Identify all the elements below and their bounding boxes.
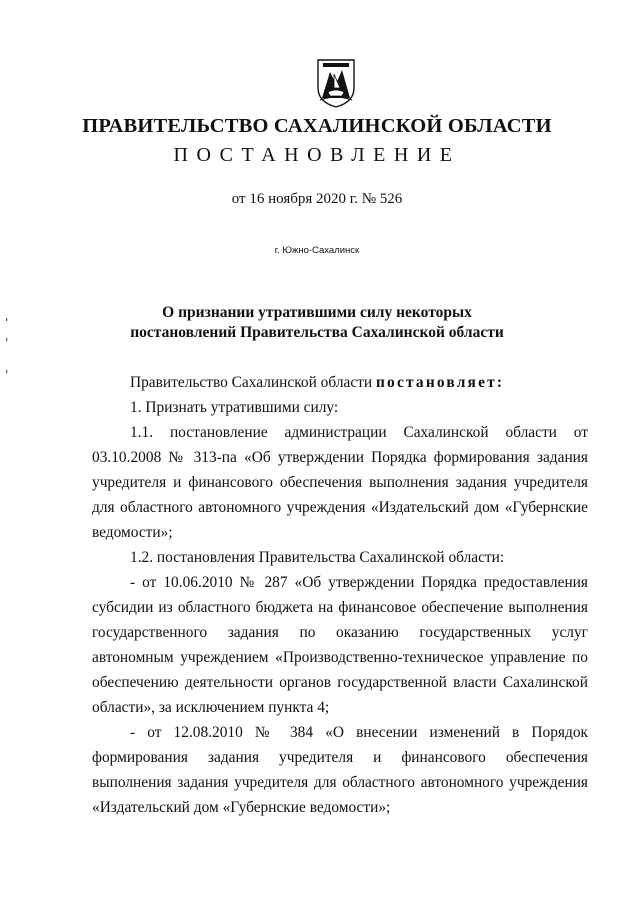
scan-artifact xyxy=(5,318,9,378)
item-1: 1. Признать утратившими силу: xyxy=(130,399,339,416)
decree-intro-text: Правительство Сахалинской области xyxy=(130,374,376,391)
subject-line-2: постановлений Правительства Сахалинской области xyxy=(130,324,504,341)
item-1-2-a: - от 10.06.2010 № 287 «Об утверждении Порядка предоставления субсидии из областного бюджета на финансовое обеспечение выполнения государственного задания по оказанию государственных услуг автономным учреждением «Производственно-техническое управление по обеспечению деятельности органов государственной власти Сахалинской области», за исключением пункта 4; xyxy=(92,574,588,716)
government-title: ПРАВИТЕЛЬСТВО САХАЛИНСКОЙ ОБЛАСТИ xyxy=(82,115,552,137)
item-1-2-b: - от 12.08.2010 № 384 «О внесении изменений в Порядок формирования задания учредителя и финансового обеспечения выполнения задания учредителя для областного автономного учреждения «Издательский дом «Губернские ведомости»; xyxy=(92,724,588,816)
subject-line-1: О признании утратившими силу некоторых xyxy=(162,304,472,321)
decree-keyword: постановляет: xyxy=(375,374,505,391)
document-subject xyxy=(0,303,634,343)
document-body xyxy=(92,370,588,820)
decree-intro xyxy=(92,370,588,395)
document-date-number: от 16 ноября 2020 г. № 526 xyxy=(231,191,403,207)
item-1-2: 1.2. постановления Правительства Сахалинской области: xyxy=(130,549,505,566)
item-1-1: 1.1. постановление администрации Сахалинской области от 03.10.2008 № 313-па «Об утверждении Порядка формирования задания учредителя и финансового обеспечения выполнения задания учредителя для областного автономного учреждения «Издательский дом «Губернские ведомости»; xyxy=(92,424,588,541)
document-type: ПОСТАНОВЛЕНИЕ xyxy=(173,144,461,166)
document-city: г. Южно-Сахалинск xyxy=(274,245,360,256)
coat-of-arms-icon xyxy=(314,58,358,108)
